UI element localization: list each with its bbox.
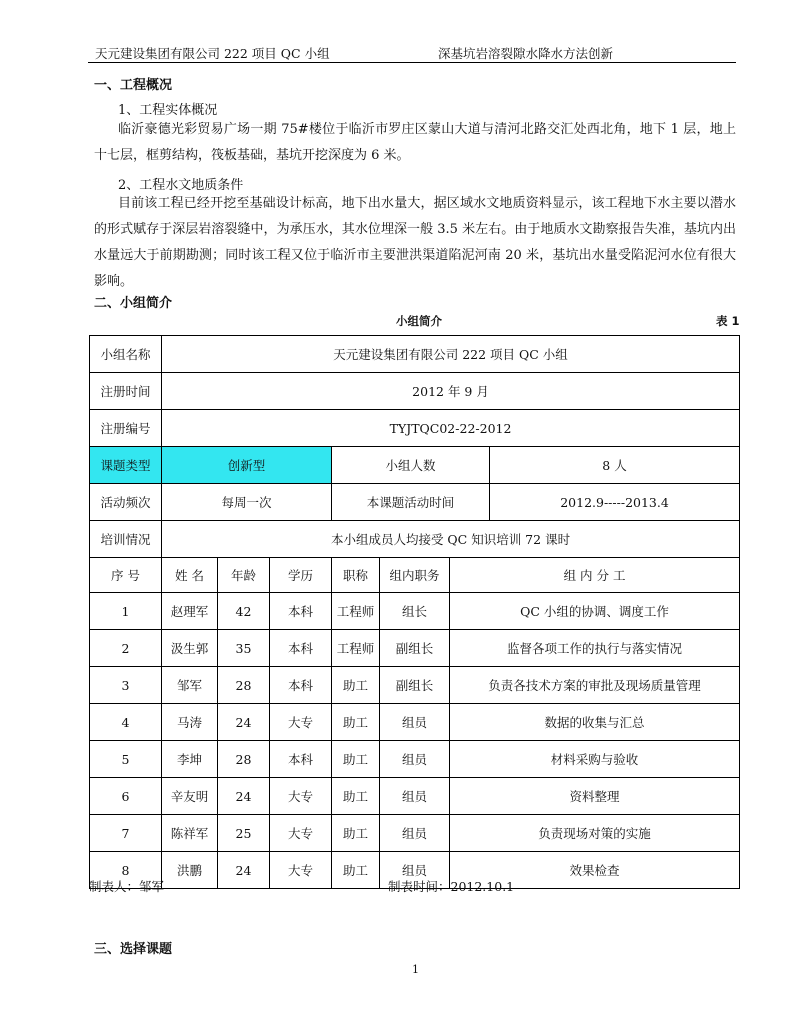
- subsection-2-title: 2、工程水文地质条件: [118, 178, 244, 193]
- header-right: 深基坑岩溶裂隙水降水方法创新: [438, 46, 614, 61]
- table-row: [90, 778, 740, 815]
- member-table-header: [90, 558, 740, 593]
- topic-type-label: 课题类型: [90, 447, 162, 484]
- col-header-title: 职称: [332, 558, 380, 593]
- table-row: [90, 593, 740, 630]
- member-duty: 负责现场对策的实施: [450, 815, 740, 852]
- member-age: 42: [218, 593, 270, 630]
- member-name: 陈祥军: [162, 815, 218, 852]
- member-title: 工程师: [332, 593, 380, 630]
- table-row: [90, 704, 740, 741]
- member-duty: 资料整理: [450, 778, 740, 815]
- member-title: 助工: [332, 815, 380, 852]
- member-title: 助工: [332, 852, 380, 889]
- reg-time-label: 注册时间: [90, 373, 162, 410]
- member-count-value: 8 人: [490, 447, 740, 484]
- subsection-1-title: 1、工程实体概况: [118, 103, 218, 118]
- member-no: 7: [90, 815, 162, 852]
- member-title: 助工: [332, 741, 380, 778]
- member-name: 马涛: [162, 704, 218, 741]
- member-age: 25: [218, 815, 270, 852]
- member-no: 1: [90, 593, 162, 630]
- reg-time-value: 2012 年 9 月: [162, 373, 740, 410]
- topic-type-value: 创新型: [162, 447, 332, 484]
- table-row: [90, 667, 740, 704]
- member-role: 组员: [380, 852, 450, 889]
- table-maker: 制表人：邹军: [89, 879, 165, 894]
- member-title: 工程师: [332, 630, 380, 667]
- member-education: 大专: [270, 815, 332, 852]
- member-duty: 效果检查: [450, 852, 740, 889]
- col-header-age: 年龄: [218, 558, 270, 593]
- training-value: 本小组成员人均接受 QC 知识培训 72 课时: [162, 521, 740, 558]
- member-education: 大专: [270, 852, 332, 889]
- member-name: 李坤: [162, 741, 218, 778]
- member-role: 副组长: [380, 630, 450, 667]
- member-name: 汲生郭: [162, 630, 218, 667]
- member-education: 大专: [270, 704, 332, 741]
- member-title: 助工: [332, 704, 380, 741]
- member-duty: 材料采购与验收: [450, 741, 740, 778]
- member-age: 24: [218, 778, 270, 815]
- table-row: [90, 815, 740, 852]
- table-make-time: 制表时间：2012.10.1: [388, 879, 515, 894]
- member-title: 助工: [332, 667, 380, 704]
- table-caption: 小组简介: [396, 314, 442, 328]
- member-duty: 数据的收集与汇总: [450, 704, 740, 741]
- member-education: 本科: [270, 593, 332, 630]
- section-1-title: 一、工程概况: [94, 78, 173, 93]
- col-header-name: 姓 名: [162, 558, 218, 593]
- header-left: 天元建设集团有限公司 222 项目 QC 小组: [95, 46, 330, 61]
- reg-no-label: 注册编号: [90, 410, 162, 447]
- member-role: 组长: [380, 593, 450, 630]
- header-divider: [88, 62, 736, 63]
- activity-period-value: 2012.9-----2013.4: [490, 484, 740, 521]
- member-duty: QC 小组的协调、调度工作: [450, 593, 740, 630]
- member-role: 组员: [380, 815, 450, 852]
- member-education: 本科: [270, 741, 332, 778]
- section-3-title: 三、选择课题: [94, 942, 173, 957]
- training-label: 培训情况: [90, 521, 162, 558]
- frequency-label: 活动频次: [90, 484, 162, 521]
- group-info-table: [89, 335, 740, 889]
- page-number: 1: [412, 963, 419, 976]
- member-role: 组员: [380, 741, 450, 778]
- member-name: 洪鹏: [162, 852, 218, 889]
- member-role: 副组长: [380, 667, 450, 704]
- member-age: 35: [218, 630, 270, 667]
- table-number: 表 1: [716, 314, 740, 328]
- section-2-title: 二、小组简介: [94, 296, 173, 311]
- member-no: 8: [90, 852, 162, 889]
- frequency-value: 每周一次: [162, 484, 332, 521]
- col-header-role: 组内职务: [380, 558, 450, 593]
- activity-period-label: 本课题活动时间: [332, 484, 490, 521]
- member-education: 本科: [270, 667, 332, 704]
- member-education: 大专: [270, 778, 332, 815]
- member-age: 28: [218, 667, 270, 704]
- reg-no-value: TYJTQC02-22-2012: [162, 410, 740, 447]
- col-header-education: 学历: [270, 558, 332, 593]
- member-name: 赵理军: [162, 593, 218, 630]
- member-no: 3: [90, 667, 162, 704]
- member-age: 24: [218, 704, 270, 741]
- member-count-label: 小组人数: [332, 447, 490, 484]
- member-age: 28: [218, 741, 270, 778]
- member-role: 组员: [380, 778, 450, 815]
- member-no: 6: [90, 778, 162, 815]
- col-header-no: 序 号: [90, 558, 162, 593]
- paragraph-2: 目前该工程已经开挖至基础设计标高，地下出水量大，据区域水文地质资料显示，该工程地下水主要以潜水的形式赋存于深层岩溶裂缝中，为承压水，其水位埋深一般 3.5 米左右。由于地质水文勘察报告失准，基坑内出水量远大于前期勘测；同时该工程又位于临沂市主要泄洪渠道陷泥河南 20 米，基坑出水量受陷泥河水位有很大影响。: [94, 196, 736, 289]
- member-role: 组员: [380, 704, 450, 741]
- member-no: 4: [90, 704, 162, 741]
- table-row: [90, 630, 740, 667]
- paragraph-1: 临沂豪德光彩贸易广场一期 75#楼位于临沂市罗庄区蒙山大道与清河北路交汇处西北角，地下 1 层，地上十七层，框剪结构，筏板基础，基坑开挖深度为 6 米。: [94, 122, 736, 163]
- member-title: 助工: [332, 778, 380, 815]
- member-name: 辛友明: [162, 778, 218, 815]
- group-name-value: 天元建设集团有限公司 222 项目 QC 小组: [162, 336, 740, 373]
- col-header-duty: 组 内 分 工: [450, 558, 740, 593]
- member-name: 邹军: [162, 667, 218, 704]
- table-row: [90, 741, 740, 778]
- member-age: 24: [218, 852, 270, 889]
- member-education: 本科: [270, 630, 332, 667]
- member-duty: 监督各项工作的执行与落实情况: [450, 630, 740, 667]
- member-no: 2: [90, 630, 162, 667]
- member-rows: [90, 593, 740, 889]
- member-duty: 负责各技术方案的审批及现场质量管理: [450, 667, 740, 704]
- group-name-label: 小组名称: [90, 336, 162, 373]
- member-no: 5: [90, 741, 162, 778]
